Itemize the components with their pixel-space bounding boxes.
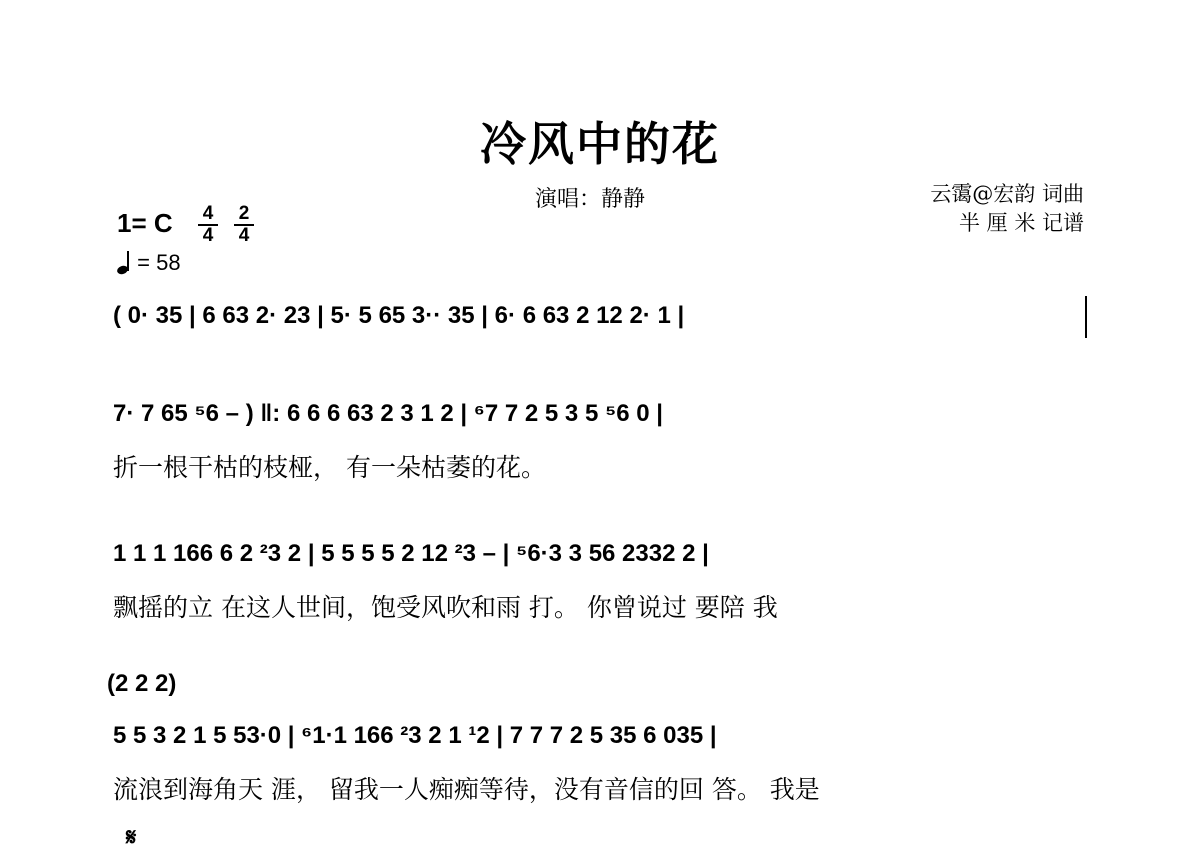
score-line-2-lyrics: 折一根干枯的枝桠， 有一朵枯萎的花。	[113, 453, 546, 482]
lyricist-composer-credit: 云霭@宏韵 词曲	[930, 182, 1084, 206]
tempo-marking	[117, 250, 181, 276]
score-line-3-lyrics: 飘摇的立 在这人世间，饱受风吹和雨 打。 你曾说过 要陪 我	[113, 593, 778, 622]
time-signature-2-4: 2 4	[232, 205, 256, 245]
score-line-4-lyrics: 流浪到海角天 涯， 留我一人痴痴等待，没有音信的回 答。 我是	[113, 775, 820, 804]
transcriber-credit: 半 厘 米 记谱	[958, 211, 1084, 235]
key-signature: 1= C	[117, 208, 173, 238]
score-line-1-notes: ( 0· 35 | 6 63 2· 23 | 5· 5 65 3·· 35 | 6· 6 63 2 12 2· 1 |	[113, 302, 685, 329]
score-line-2-notes: 7· 7 65 ⁵6 – ) ‖: 6 6 6 63 2 3 1 2 | ⁶7 7 2 5 3 5 ⁵6 0 |	[113, 400, 663, 427]
tempo-value: = 58	[137, 250, 181, 275]
quarter-note-icon	[117, 252, 131, 274]
song-title: 冷风中的花	[480, 117, 720, 171]
singer-credit: 演唱：静静	[535, 187, 646, 212]
segno-icon: 𝄋	[126, 822, 137, 851]
score-line-3-notes: 1 1 1 166 6 2 ²3 2 | 5 5 5 5 2 12 ²3 – | ⁵6·3 3 56 2332 2 |	[113, 540, 709, 567]
alternate-notes: (2 2 2)	[107, 670, 177, 697]
score-line-4-notes: 5 5 3 2 1 5 53·0 | ⁶1·1 166 ²3 2 1 ¹2 | 7 7 7 2 5 35 6 035 |	[113, 722, 717, 749]
barline	[1085, 296, 1087, 338]
time-signature-4-4: 4 4	[196, 205, 220, 245]
